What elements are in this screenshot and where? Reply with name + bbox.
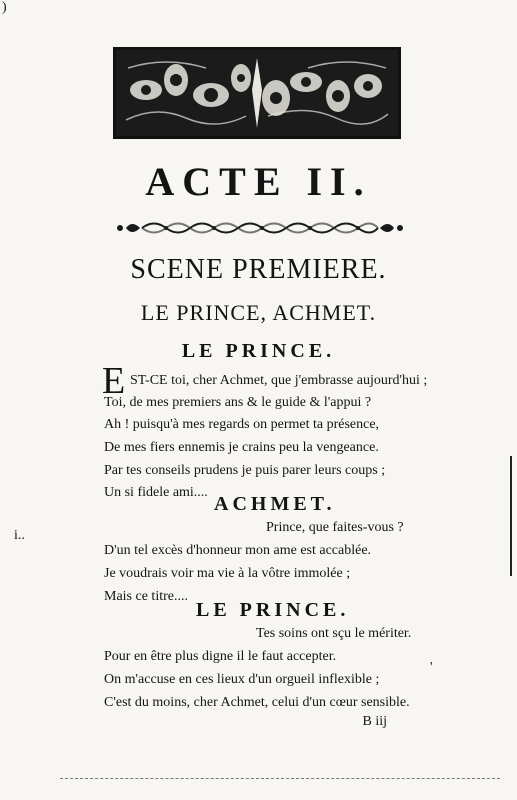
page-bottom-edge [60, 778, 500, 779]
speaker-name: LE PRINCE. [181, 340, 336, 362]
margin-mark-top-left: ) [2, 0, 7, 15]
speaker-name: LE PRINCE. [196, 599, 350, 621]
verse-line: Mais ce titre.... [104, 589, 188, 604]
drop-cap-letter: E [102, 360, 126, 402]
printer-signature: B iij [362, 714, 387, 729]
scene-title: SCENE PREMIERE. [130, 254, 387, 285]
act-title: ACTE II. [145, 159, 372, 204]
verse-line: Prince, que faites-vous ? [266, 520, 404, 535]
verse-line: De mes fiers ennemis je crains peu la vengeance. [104, 440, 379, 455]
decorative-headpiece [113, 47, 401, 139]
verse-line: Toi, de mes premiers ans & le guide & l'appui ? [104, 395, 372, 410]
speaker-name: ACHMET. [214, 493, 336, 515]
headpiece-engraving-icon [116, 50, 398, 136]
margin-mark-left: i.. [14, 528, 25, 543]
scene-characters: LE PRINCE, ACHMET. [140, 300, 377, 325]
verse-line: Tes soins ont sçu le mériter. [256, 626, 412, 641]
verse-line: Un si fidele ami.... [104, 485, 208, 500]
verse-line: ST-CE toi, cher Achmet, que j'embrasse aujourd'hui ; [130, 373, 428, 388]
verse-line: D'un tel excès d'honneur mon ame est accablée. [104, 543, 372, 558]
verse-line: Je voudrais voir ma vie à la vôtre immolée ; [104, 566, 351, 581]
verse-line: Par tes conseils prudens je puis parer leurs coups ; [104, 463, 386, 478]
verse-line: Ah ! puisqu'à mes regards on permet ta présence, [104, 417, 380, 432]
verse-line: On m'accuse en ces lieux d'un orgueil inflexible ; [104, 672, 380, 687]
verse-line: Pour en être plus digne il le faut accepter. [104, 649, 337, 664]
ornamental-rule-icon [110, 216, 410, 240]
verse-line: C'est du moins, cher Achmet, celui d'un cœur sensible. [104, 695, 410, 710]
page-edge-shadow [510, 456, 512, 576]
margin-mark-right: ' [430, 660, 433, 675]
